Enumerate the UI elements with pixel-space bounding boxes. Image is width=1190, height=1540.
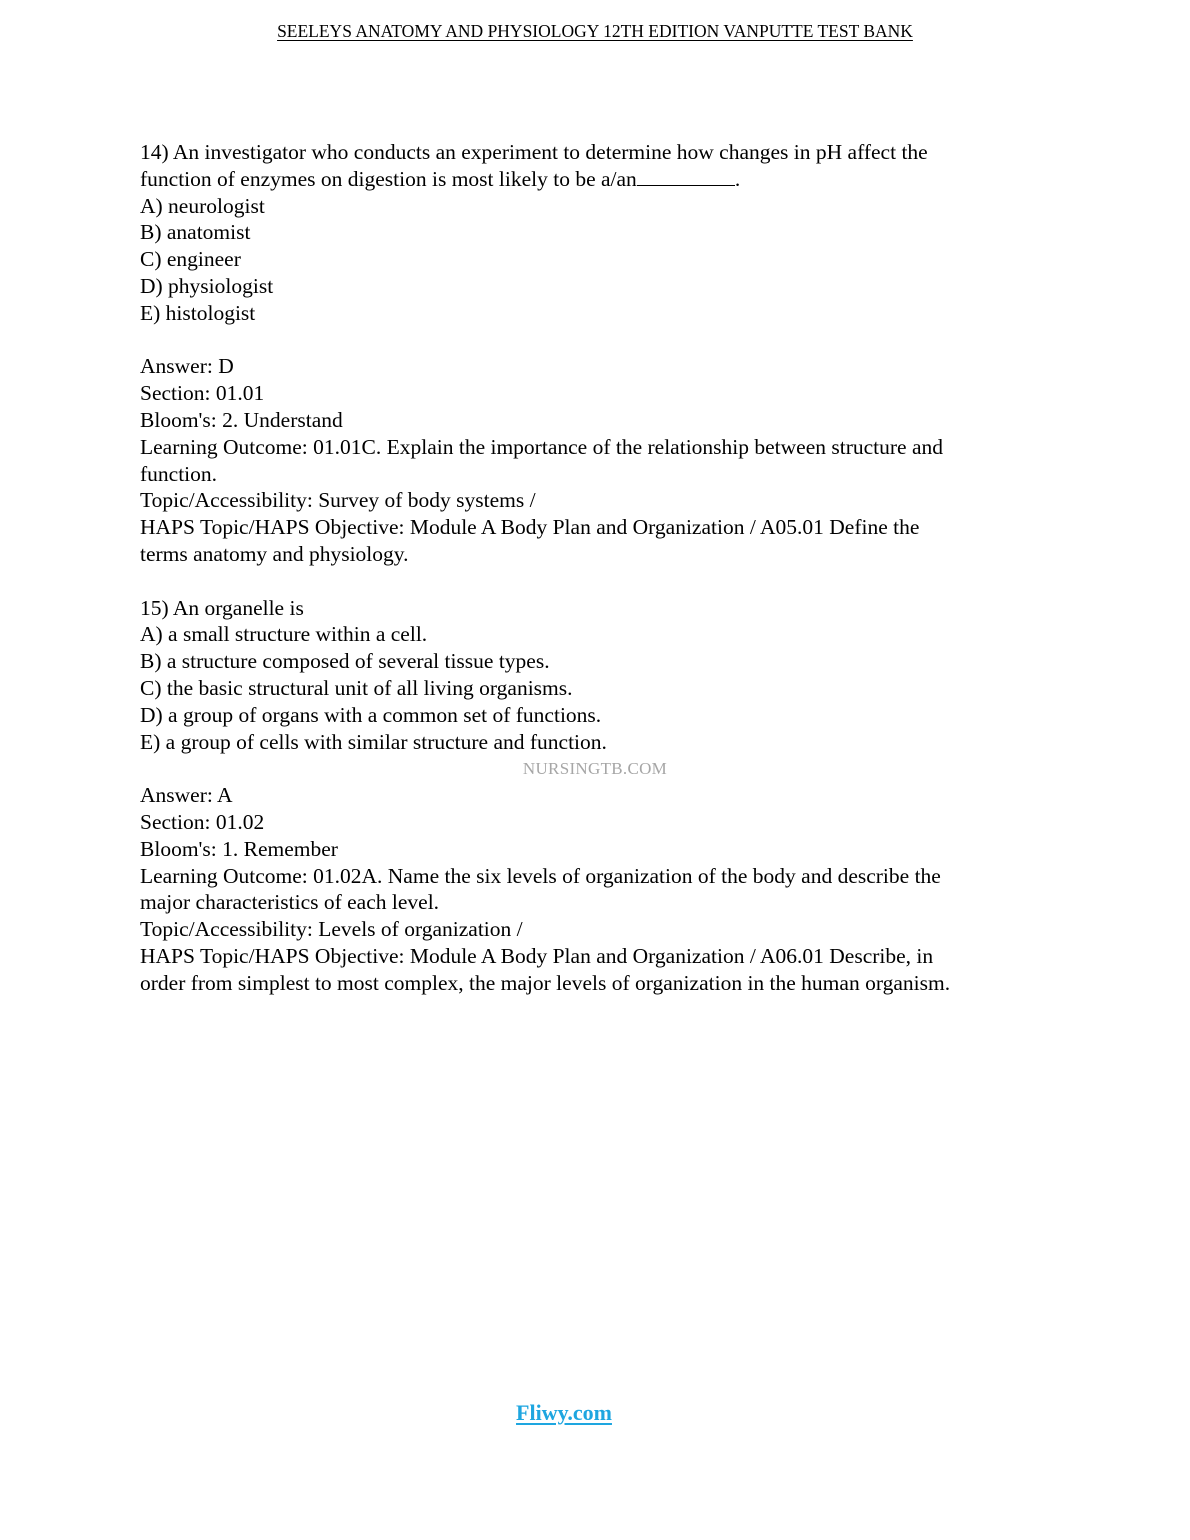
learning-outcome: Learning Outcome: 01.01C. Explain the importance of the relationship between structure and — [140, 434, 944, 459]
option-a: A) a small structure within a cell. — [140, 622, 428, 647]
page-header — [0, 20, 1190, 42]
section: Section: 01.02 — [140, 809, 265, 834]
option-b: B) a structure composed of several tissue types. — [140, 649, 550, 674]
answer: Answer: D — [140, 354, 234, 379]
option-c: C) engineer — [140, 247, 241, 272]
haps-objective: HAPS Topic/HAPS Objective: Module A Body Plan and Organization / A06.01 Describe, in — [140, 943, 934, 968]
haps-objective-continued: order from simplest to most complex, the major levels of organization in the human organism. — [140, 970, 951, 995]
topic-accessibility: Topic/Accessibility: Survey of body systems / — [140, 488, 536, 513]
option-b: B) anatomist — [140, 220, 251, 245]
learning-outcome-continued: function. — [140, 461, 218, 486]
footer-link[interactable]: Fliwy.com — [516, 1400, 612, 1425]
watermark: NURSINGTB.COM — [522, 759, 668, 779]
haps-objective-continued: terms anatomy and physiology. — [140, 541, 409, 566]
section: Section: 01.01 — [140, 381, 265, 406]
spacer — [140, 327, 1040, 354]
haps-objective: HAPS Topic/HAPS Objective: Module A Body Plan and Organization / A05.01 Define the — [140, 515, 920, 540]
option-e: E) histologist — [140, 300, 256, 325]
option-d: D) a group of organs with a common set of functions. — [140, 702, 602, 727]
spacer — [140, 568, 1040, 595]
learning-outcome: Learning Outcome: 01.02A. Name the six levels of organization of the body and describe the — [140, 863, 941, 888]
document-body — [140, 139, 1040, 997]
document-title: SEELEYS ANATOMY AND PHYSIOLOGY 12TH EDITION VANPUTTE TEST BANK — [277, 21, 913, 41]
answer: Answer: A — [140, 783, 233, 808]
question-15 — [140, 595, 1040, 997]
topic-accessibility: Topic/Accessibility: Levels of organization / — [140, 917, 523, 942]
question-stem: 14) An investigator who conducts an experiment to determine how changes in pH affect the — [140, 140, 928, 164]
option-c: C) the basic structural unit of all living organisms. — [140, 675, 573, 700]
learning-outcome-continued: major characteristics of each level. — [140, 890, 440, 915]
question-14 — [140, 139, 1040, 568]
page-footer — [0, 1400, 1128, 1426]
watermark-row — [140, 755, 1040, 782]
blooms-level: Bloom's: 1. Remember — [140, 836, 338, 861]
blooms-level: Bloom's: 2. Understand — [140, 407, 343, 432]
question-stem: 15) An organelle is — [140, 595, 304, 620]
option-e: E) a group of cells with similar structure and function. — [140, 729, 607, 754]
answer-blank — [637, 167, 735, 186]
question-stem-continued: function of enzymes on digestion is most likely to be a/an . — [140, 166, 741, 191]
option-a: A) neurologist — [140, 193, 265, 218]
option-d: D) physiologist — [140, 273, 274, 298]
